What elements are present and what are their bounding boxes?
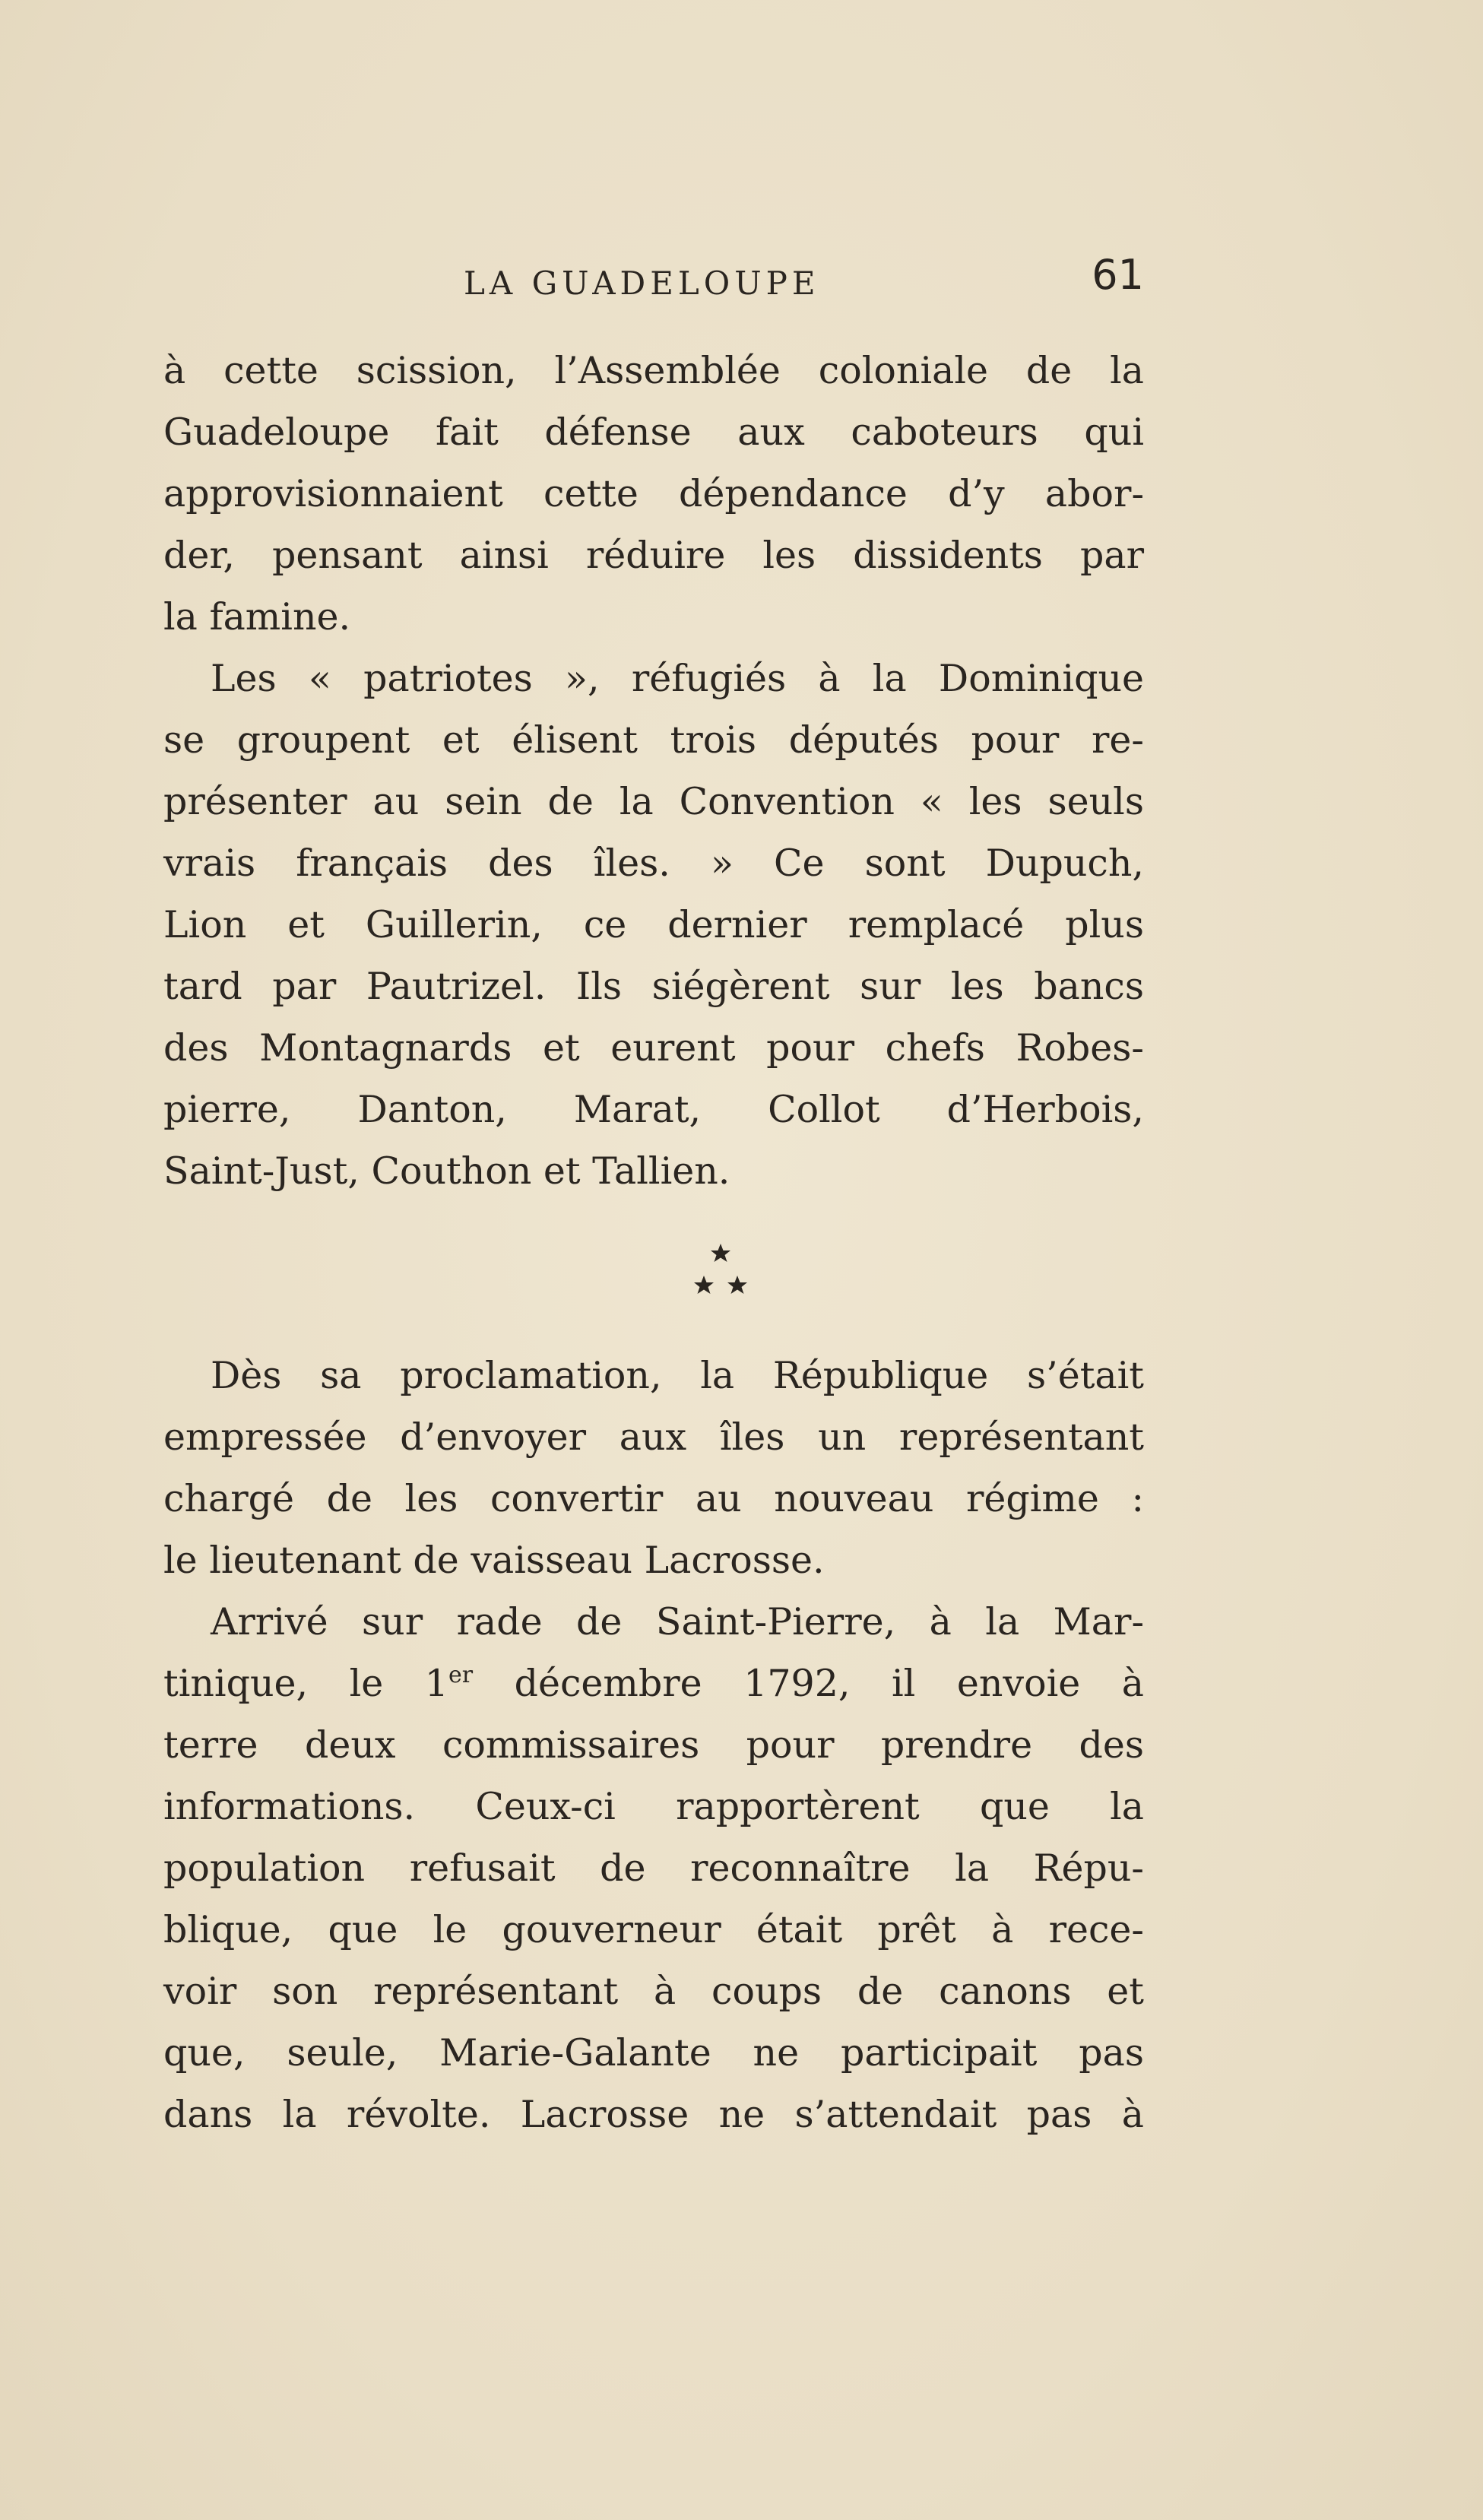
- text-line: Saint-Just, Couthon et Tallien.: [163, 1149, 730, 1193]
- text-line: voir son représentant à coups de canons et: [163, 1970, 1144, 2013]
- text-line: blique, que le gouverneur était prêt à rece-: [163, 1908, 1144, 1951]
- text-line: Guadeloupe fait défense aux caboteurs qui: [163, 410, 1144, 454]
- text-line: Les « patriotes », réfugiés à la Dominique: [211, 657, 1144, 700]
- text-line: informations. Ceux-ci rapportèrent que la: [163, 1785, 1144, 1828]
- paragraph-1: [163, 340, 1144, 648]
- text-line: présenter au sein de la Convention « les seuls: [163, 780, 1144, 823]
- text-line: Lion et Guillerin, ce dernier remplacé plus: [163, 903, 1144, 946]
- paragraph-4: [163, 1591, 1144, 2145]
- running-title: LA GUADELOUPE: [464, 265, 820, 302]
- text-line: tard par Pautrizel. Ils siégèrent sur les bancs: [163, 965, 1144, 1008]
- asterism-icon: [690, 1238, 751, 1306]
- text-block-lower: [163, 1345, 1144, 2145]
- page-number: 61: [1092, 251, 1144, 299]
- text-line-with-superscript: [163, 1653, 1144, 1714]
- text-line: que, seule, Marie-Galante ne participait pas: [163, 2031, 1144, 2075]
- paragraph-3: [163, 1345, 1144, 1591]
- text-line: dans la révolte. Lacrosse ne s’attendait pas à: [163, 2093, 1144, 2136]
- paragraph-2: [163, 648, 1144, 1202]
- text-block-upper: [163, 340, 1144, 1202]
- ordinal-superscript: er: [448, 1662, 474, 1688]
- text-line: se groupent et élisent trois députés pour re-: [163, 718, 1144, 762]
- page-header: [163, 251, 1144, 304]
- text-line: des Montagnards et eurent pour chefs Robes-: [163, 1026, 1144, 1070]
- text-line: empressée d’envoyer aux îles un représentant: [163, 1415, 1144, 1459]
- text-line: le lieutenant de vaisseau Lacrosse.: [163, 1539, 825, 1582]
- text-line: chargé de les convertir au nouveau régime :: [163, 1477, 1144, 1520]
- text-line: à cette scission, l’Assemblée coloniale de la: [163, 349, 1144, 392]
- text-segment: décembre 1792, il envoie à: [473, 1662, 1144, 1705]
- text-line: der, pensant ainsi réduire les dissidents par: [163, 534, 1144, 577]
- text-line: la famine.: [163, 595, 351, 639]
- text-line: vrais français des îles. » Ce sont Dupuch,: [163, 842, 1144, 885]
- text-line: terre deux commissaires pour prendre des: [163, 1723, 1144, 1767]
- text-line: Arrivé sur rade de Saint-Pierre, à la Mar-: [211, 1600, 1144, 1644]
- text-line: pierre, Danton, Marat, Collot d’Herbois,: [163, 1088, 1144, 1131]
- text-line: approvisionnaient cette dépendance d’y abor-: [163, 472, 1144, 515]
- text-segment: tinique, le 1: [163, 1662, 448, 1705]
- text-line: Dès sa proclamation, la République s’était: [211, 1354, 1144, 1397]
- text-line: population refusait de reconnaître la Répu-: [163, 1846, 1144, 1890]
